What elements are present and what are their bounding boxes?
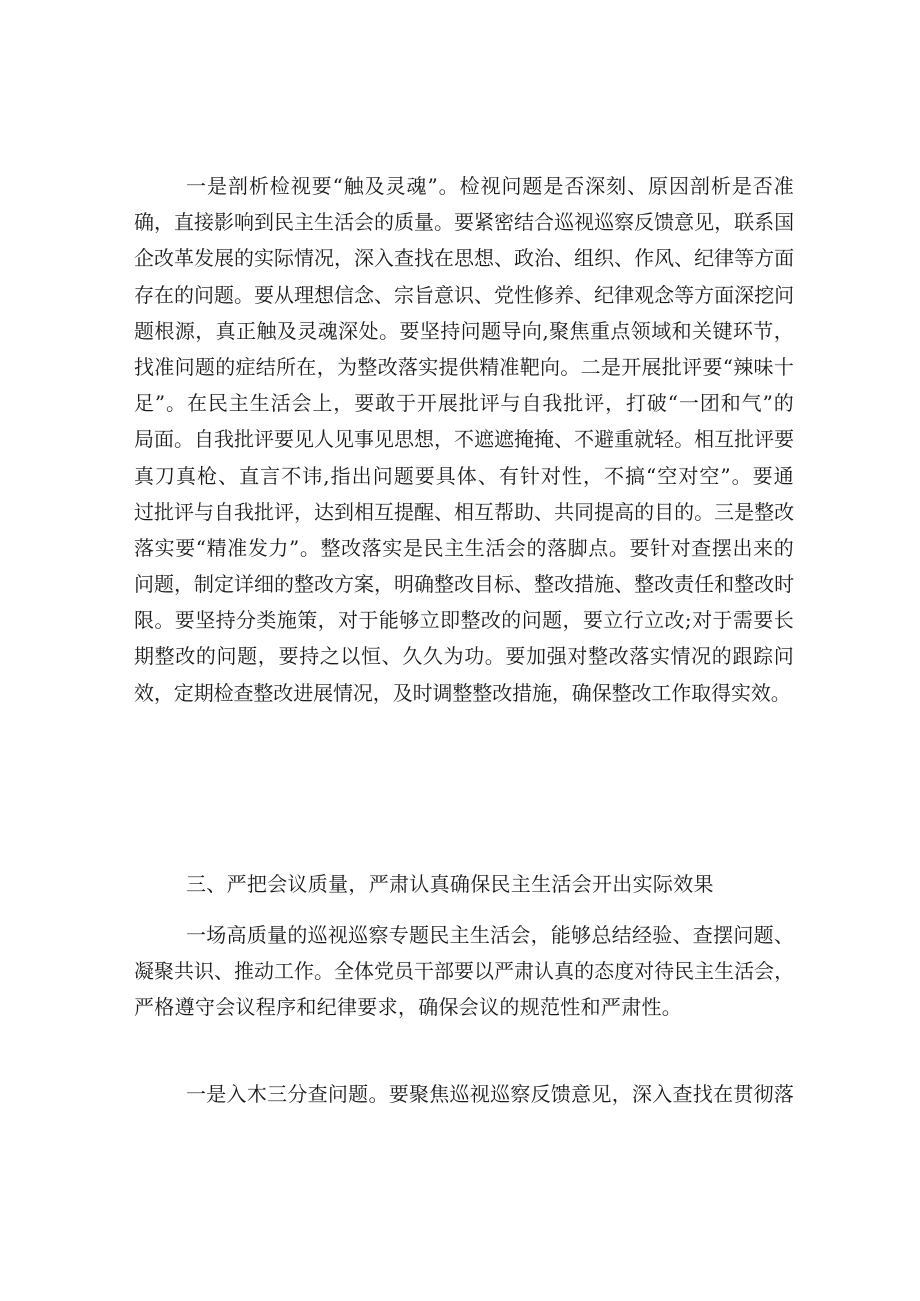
paragraph-line: 限。要坚持分类施策，对于能够立即整改的问题，要立行立改;对于需要长 [134,608,794,633]
section-heading [134,866,794,902]
section-heading-text: 三、严把会议质量，严肃认真确保民主生活会开出实际效果 [186,872,714,896]
paragraph-find-problems [134,1076,794,1112]
paragraph-meeting-quality [134,917,794,1026]
paragraph-line: 真刀真枪、直言不讳,指出问题要具体、有针对性，不搞“空对空”。要通 [134,463,794,488]
paragraph-line: 过批评与自我批评，达到相互提醒、相互帮助、共同提高的目的。三是整改 [134,499,794,524]
paragraph-line: 确，直接影响到民主生活会的质量。要紧密结合巡视巡察反馈意见，联系国 [134,210,794,235]
paragraph-line: 一是剖析检视要“触及灵魂”。检视问题是否深刻、原因剖析是否准 [186,174,794,198]
paragraph-criticism-and-rectification [134,168,794,711]
paragraph-line: 题根源，真正触及灵魂深处。要坚持问题导向,聚焦重点领域和关键环节， [134,318,794,343]
paragraph-line: 局面。自我批评要见人见事见思想，不遮遮掩掩、不避重就轻。相互批评要 [134,427,794,452]
paragraph-line: 问题，制定详细的整改方案，明确整改目标、整改措施、整改责任和整改时 [134,572,794,597]
paragraph-line: 企改革发展的实际情况，深入查找在思想、政治、组织、作风、纪律等方面 [134,246,794,271]
paragraph-line: 落实要“精准发力”。整改落实是民主生活会的落脚点。要针对查摆出来的 [134,535,794,560]
paragraph-line: 严格遵守会议程序和纪律要求，确保会议的规范性和严肃性。 [134,995,683,1020]
paragraph-line: 凝聚共识、推动工作。全体党员干部要以严肃认真的态度对待民主生活会， [134,959,794,984]
paragraph-line: 效，定期检查整改进展情况，及时调整整改措施，确保整改工作取得实效。 [134,680,791,705]
paragraph-line: 期整改的问题，要持之以恒、久久为功。要加强对整改落实情况的跟踪问 [134,644,794,669]
paragraph-line: 一场高质量的巡视巡察专题民主生活会，能够总结经验、查摆问题、 [186,923,794,947]
paragraph-line: 找准问题的症结所在，为整改落实提供精准靶向。二是开展批评要“辣味十 [134,354,795,379]
paragraph-line: 足”。在民主生活会上，要敢于开展批评与自我批评，打破“一团和气”的 [134,391,794,416]
paragraph-line: 一是入木三分查问题。要聚焦巡视巡察反馈意见，深入查找在贯彻落 [186,1082,794,1106]
paragraph-line: 存在的问题。要从理想信念、宗旨意识、党性修养、纪律观念等方面深挖问 [134,282,794,307]
